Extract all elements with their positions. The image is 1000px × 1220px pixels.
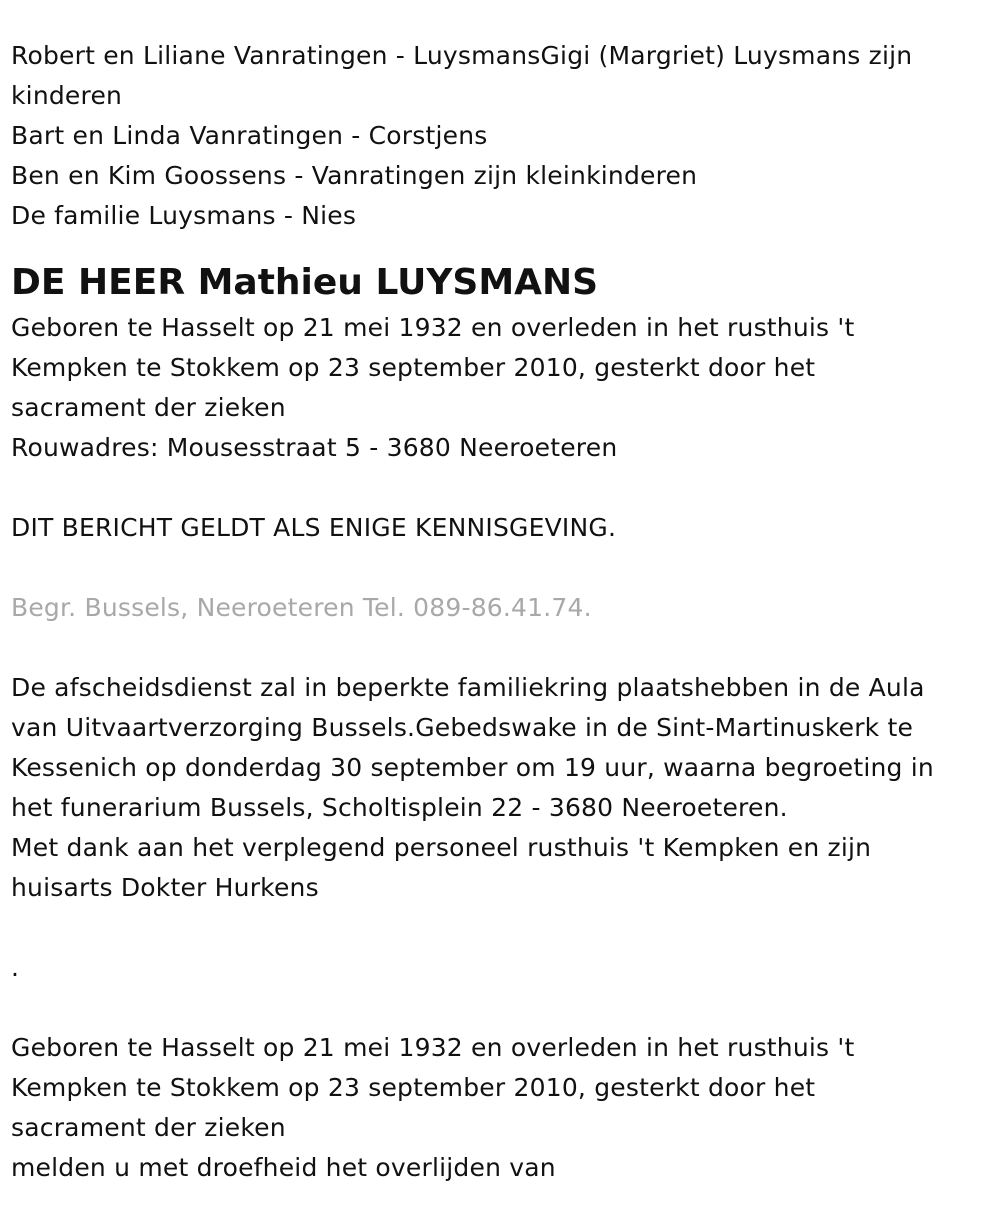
closing-line: sacrament der zieken [11, 1113, 286, 1142]
service-block [11, 668, 1000, 908]
family-line: kinderen [11, 81, 123, 110]
thanks-line: huisarts Dokter Hurkens [11, 873, 319, 902]
family-line: Ben en Kim Goossens - Vanratingen zijn kleinkinderen [11, 161, 698, 190]
family-block [11, 36, 1000, 236]
closing-block [11, 1028, 1000, 1188]
closing-line: Kempken te Stokkem op 23 september 2010, gesterkt door het [11, 1073, 816, 1102]
birth-block [11, 308, 1000, 468]
closing-line: Geboren te Hasselt op 21 mei 1932 en overleden in het rusthuis 't [11, 1033, 855, 1062]
notice-text: DIT BERICHT GELDT ALS ENIGE KENNISGEVING. [11, 513, 617, 542]
service-line: van Uitvaartverzorging Bussels.Gebedswake in de Sint-Martinuskerk te [11, 713, 914, 742]
spacer [11, 468, 1000, 508]
service-line: Kessenich op donderdag 30 september om 19 uur, waarna begroeting in [11, 753, 934, 782]
family-line: Robert en Liliane Vanratingen - LuysmansGigi (Margriet) Luysmans zijn [11, 41, 913, 70]
deceased-title: DE HEER Mathieu LUYSMANS [11, 262, 599, 303]
family-line: Bart en Linda Vanratingen - Corstjens [11, 121, 488, 150]
spacer [11, 548, 1000, 588]
service-line: De afscheidsdienst zal in beperkte familiekring plaatshebben in de Aula [11, 673, 925, 702]
spacer [11, 628, 1000, 668]
mourning-address: Rouwadres: Mousesstraat 5 - 3680 Neeroeteren [11, 433, 618, 462]
spacer [11, 988, 1000, 1028]
birth-line: Kempken te Stokkem op 23 september 2010, gesterkt door het [11, 353, 816, 382]
spacer [11, 908, 1000, 948]
family-line: De familie Luysmans - Nies [11, 201, 357, 230]
undertaker-info: Begr. Bussels, Neeroeteren Tel. 089-86.41.74. [11, 593, 592, 622]
spacer [11, 236, 1000, 258]
closing-line: melden u met droefheid het overlijden van [11, 1153, 556, 1182]
service-line: het funerarium Bussels, Scholtisplein 22 - 3680 Neeroeteren. [11, 793, 788, 822]
birth-line: Geboren te Hasselt op 21 mei 1932 en overleden in het rusthuis 't [11, 313, 855, 342]
separator-dot: . [11, 953, 20, 982]
thanks-line: Met dank aan het verplegend personeel rusthuis 't Kempken en zijn [11, 833, 872, 862]
birth-line: sacrament der zieken [11, 393, 286, 422]
